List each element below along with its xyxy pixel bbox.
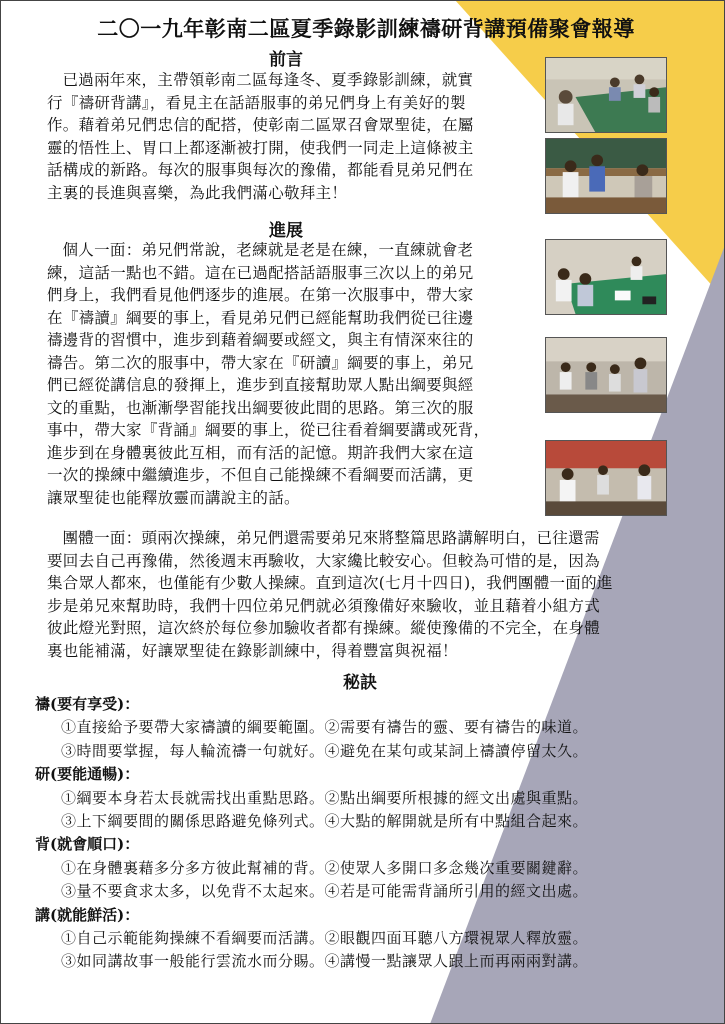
tip-category: 研(要能通暢)： bbox=[35, 765, 140, 784]
paragraph-line: 已過兩年來，主帶領彰南二區每逢冬、夏季錄影訓練，就實 bbox=[62, 71, 474, 89]
paragraph-line: 步是弟兄來幫助時，我們十四位弟兄們就必須豫備好來驗收，並且藉着小組方式 bbox=[47, 596, 601, 615]
meeting-photo-1 bbox=[545, 57, 667, 133]
intro-heading: 前言 bbox=[269, 50, 303, 70]
tip-item: ③如同講故事一般能行雲流水而分賜。④講慢一點讓眾人跟上而再兩兩對講。 bbox=[61, 952, 589, 971]
tip-item: ①自己示範能夠操練不看綱要而活講。②眼觀四面耳聽八方環視眾人釋放靈。 bbox=[61, 929, 589, 948]
tip-category: 講(就能鮮活)： bbox=[35, 905, 140, 924]
meeting-photo-2 bbox=[545, 138, 667, 214]
paragraph-line: 們身上，我們看見他們逐步的進展。在第一次服事中，帶大家 bbox=[47, 286, 474, 304]
paragraph-line: 文的重點，也漸漸學習能找出綱要彼此間的思路。第三次的服 bbox=[47, 398, 474, 417]
paragraph-line: 集合眾人都來，也僅能有少數人操練。直到這次(七月十四日)，我們團體一面的進 bbox=[47, 574, 613, 592]
progress-individual-paragraph bbox=[47, 239, 542, 509]
tip-item: ③上下綱要間的關係思路避免條列式。④大點的解開就是所有中點組合起來。 bbox=[61, 812, 589, 831]
paragraph-line: 話構成的新路。每次的服事與每次的豫備，都能看見弟兄們在 bbox=[47, 161, 474, 179]
paragraph-line: 要回去自己再豫備，然後週末再驗收，大家纔比較安心。但較為可惜的是，因為 bbox=[47, 551, 601, 570]
intro-paragraph bbox=[47, 69, 542, 204]
paragraph-line: 進步到在身體裏彼此互相，而有活的記憶。期許我們大家在這 bbox=[47, 443, 474, 462]
paragraph-line: 禱邊背的習慣中，進步到藉着綱要或經文，與主有情深來往的 bbox=[47, 331, 474, 349]
paragraph-line: 團體一面：頭兩次操練，弟兄們還需要弟兄來將整篇思路講解明白，已往還需 bbox=[62, 529, 600, 547]
paragraph-line: 在『禱讀』綱要的事上，看見弟兄們已經能幫助我們從已往邊 bbox=[47, 308, 474, 327]
paragraph-line: 讓眾聖徒也能釋放靈而講說主的話。 bbox=[47, 488, 300, 507]
tip-category: 禱(要有享受)： bbox=[35, 695, 140, 713]
progress-heading: 進展 bbox=[269, 221, 303, 241]
meeting-photo-5 bbox=[545, 440, 667, 516]
tip-category: 背(就會順口)： bbox=[35, 835, 140, 854]
meeting-photo-4 bbox=[545, 337, 667, 413]
tips-list bbox=[35, 693, 695, 974]
tip-item: ①在身體裏藉多分多方彼此幫補的背。②使眾人多開口多念幾次重要關鍵辭。 bbox=[61, 858, 589, 877]
tip-item: ③量不要貪求太多，以免背不太起來。④若是可能需背誦所引用的經文出處。 bbox=[61, 882, 589, 901]
paragraph-line: 練，這話一點也不錯。這在已過配搭話語服事三次以上的弟兄 bbox=[47, 263, 474, 282]
paragraph-line: 彼此燈光對照，這次終於每位參加驗收者都有操練。縱使豫備的不完全，在身體 bbox=[47, 619, 601, 637]
meeting-photo-3 bbox=[545, 239, 667, 315]
paragraph-line: 事中，帶大家『背誦』綱要的事上，從已往看着綱要講或死背， bbox=[47, 421, 490, 439]
tips-heading: 秘訣 bbox=[343, 673, 377, 693]
paragraph-line: 行『禱研背講』，看見主在話語服事的弟兄們身上有美好的製 bbox=[47, 93, 466, 112]
paragraph-line: 禱告。第二次的服事中，帶大家在『研讀』綱要的事上，弟兄 bbox=[47, 353, 474, 372]
paragraph-line: 裏也能補滿，好讓眾聖徒在錄影訓練中，得着豐富與祝福！ bbox=[47, 641, 458, 660]
paragraph-line: 作。藉着弟兄們忠信的配搭，使彰南二區眾召會眾聖徒，在屬 bbox=[47, 116, 474, 134]
tip-item: ①綱要本身若太長就需找出重點思路。②點出綱要所根據的經文出處與重點。 bbox=[61, 788, 589, 807]
page-title: 二〇一九年彰南二區夏季錄影訓練禱研背講預備聚會報導 bbox=[97, 16, 635, 41]
paragraph-line: 靈的悟性上、胃口上都逐漸被打開，使我們一同走上這條被主 bbox=[47, 138, 474, 157]
progress-group-paragraph bbox=[47, 527, 697, 662]
tip-item: ①直接給予要帶大家禱讀的綱要範圍。②需要有禱告的靈、要有禱告的味道。 bbox=[61, 718, 589, 737]
paragraph-line: 一次的操練中繼續進步，不但自己能操練不看綱要而活講，更 bbox=[47, 466, 474, 484]
paragraph-line: 們已經從講信息的發揮上，進步到直接幫助眾人點出綱要與經 bbox=[47, 376, 474, 394]
paragraph-line: 個人一面：弟兄們常說，老練就是老是在練，一直練就會老 bbox=[62, 241, 474, 259]
tip-item: ③時間要掌握，每人輪流禱一句就好。④避免在某句或某詞上禱讀停留太久。 bbox=[61, 741, 589, 760]
paragraph-line: 主裏的長進與喜樂，為此我們滿心敬拜主！ bbox=[47, 183, 348, 202]
